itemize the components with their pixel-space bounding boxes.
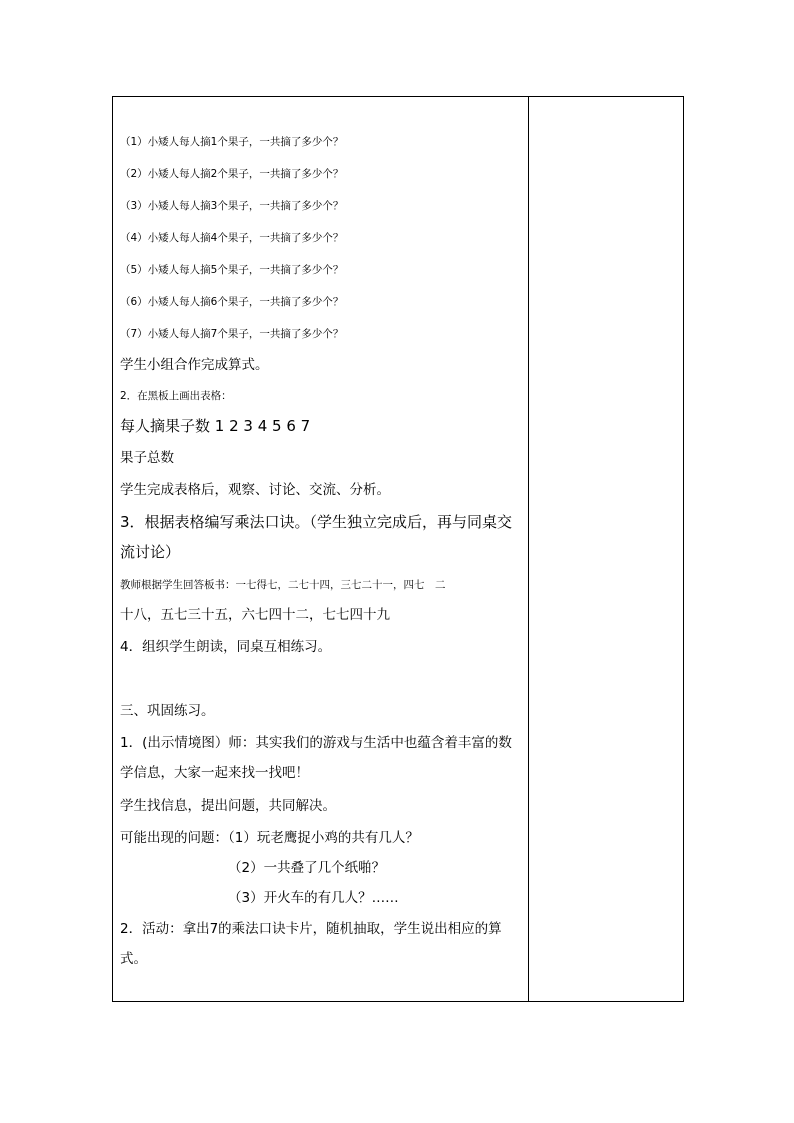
question-line-1: （1）小矮人每人摘1个果子，一共摘了多少个？ (120, 136, 344, 148)
step-3-paragraph: 3．根据表格编写乘法口诀。（学生独立完成后，再与同桌交流讨论） (120, 513, 513, 561)
step-2-heading: 2．在黑板上画出表格： (120, 390, 232, 402)
paragraph-observe: 学生完成表格后，观察、讨论、交流、分析。 (120, 482, 390, 498)
table-row-per-person: 每人摘果子数 1 2 3 4 5 6 7 (120, 417, 311, 435)
step-4-paragraph: 4．组织学生朗读，同桌互相练习。 (120, 639, 332, 655)
question-line-5: （5）小矮人每人摘5个果子，一共摘了多少个？ (120, 264, 344, 276)
question-line-7: （7）小矮人每人摘7个果子，一共摘了多少个？ (120, 328, 344, 340)
possible-question-2: （2）一共叠了几个纸啪？ (228, 860, 386, 876)
board-text-line-1: 教师根据学生回答板书：一七得七，二七十四，三七二十一，四七 二 (120, 579, 446, 591)
column-divider (528, 97, 529, 1001)
section-heading-practice: 三、巩固练习。 (120, 703, 215, 719)
paragraph-group-work: 学生小组合作完成算式。 (120, 357, 269, 373)
lesson-table (112, 96, 684, 1002)
question-line-6: （6）小矮人每人摘6个果子，一共摘了多少个？ (120, 296, 344, 308)
possible-question-3: （3）开火车的有几人？…… (228, 890, 399, 906)
board-text-line-2: 十八，五七三十五，六七四十二，七七四十九 (120, 607, 390, 623)
activity-paragraph: 2．活动：拿出7的乘法口诀卡片，随机抽取，学生说出相应的算式。 (120, 921, 502, 967)
question-line-4: （4）小矮人每人摘4个果子，一共摘了多少个？ (120, 232, 344, 244)
question-line-2: （2）小矮人每人摘2个果子，一共摘了多少个？ (120, 168, 344, 180)
paragraph-find-info: 学生找信息，提出问题，共同解决。 (120, 798, 336, 814)
table-row-total: 果子总数 (120, 450, 174, 466)
possible-question-1: 可能出现的问题：（1）玩老鹰捉小鸡的共有几人？ (120, 830, 419, 846)
practice-1-paragraph: 1．(出示情境图）师：其实我们的游戏与生活中也蕴含着丰富的数学信息，大家一起来找一找吧！ (120, 735, 512, 781)
question-line-3: （3）小矮人每人摘3个果子，一共摘了多少个？ (120, 200, 344, 212)
